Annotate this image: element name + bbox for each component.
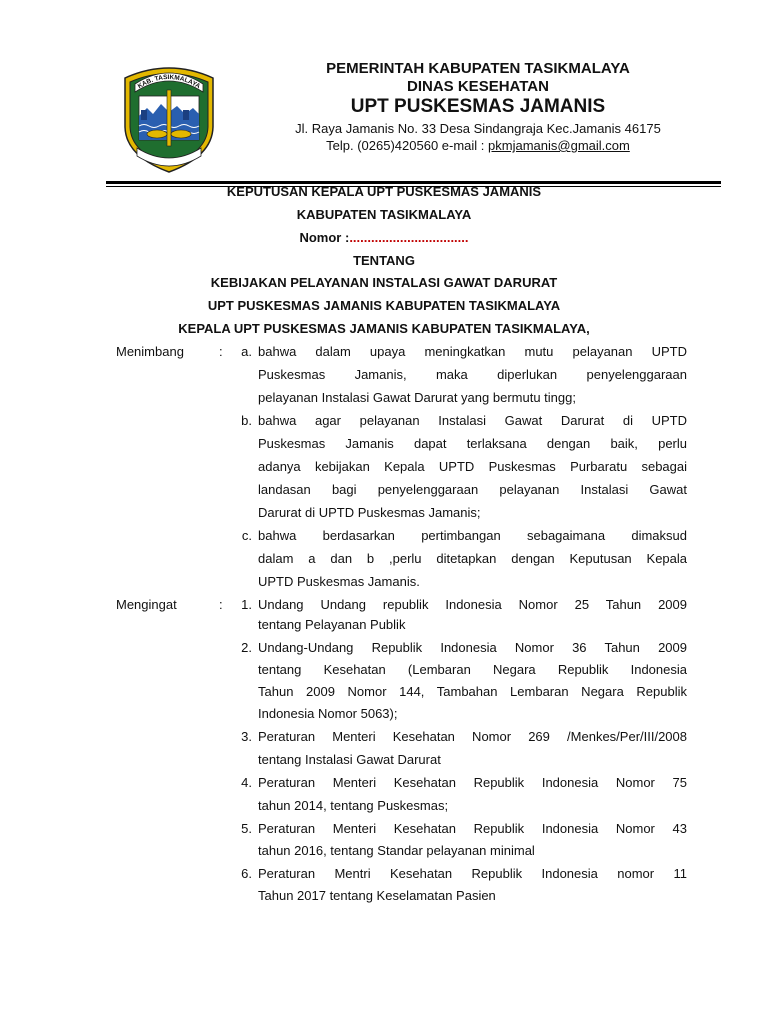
mengingat-5-line: tahun 2016, tentang Standar pelayanan minimal	[258, 843, 535, 858]
menimbang-a-line: Puskesmas Jamanis, maka diperlukan penyelenggaraan	[258, 367, 687, 382]
institution-name: UPT PUSKESMAS JAMANIS	[350, 96, 606, 117]
government-name: PEMERINTAH KABUPATEN TASIKMALAYA	[326, 60, 630, 77]
mengingat-marker-3: 3.	[241, 729, 252, 744]
menimbang-a-line: bahwa dalam upaya meningkatkan mutu pelayanan UPTD	[258, 344, 687, 359]
menimbang-colon: :	[219, 344, 223, 359]
phone: Telp. (0265)420560 e-mail :	[326, 138, 489, 153]
nomor-value: .................................	[349, 230, 469, 245]
department-name: DINAS KESEHATAN	[407, 78, 549, 95]
menimbang-marker-b: b.	[241, 413, 252, 428]
mengingat-6-line: Tahun 2017 tentang Keselamatan Pasien	[258, 888, 496, 903]
menimbang-b-line: bahwa agar pelayanan Instalasi Gawat Darurat di UPTD	[258, 413, 687, 428]
crest-top-text: KAB. TASIKMALAYA	[136, 73, 202, 91]
decree-title: KEPUTUSAN KEPALA UPT PUSKESMAS JAMANIS	[226, 184, 542, 199]
mengingat-2-line: Tahun 2009 Nomor 144, Tambahan Lembaran Negara Republik	[258, 684, 687, 699]
mengingat-1-line: Undang Undang republik Indonesia Nomor 25 Tahun 2009	[258, 597, 687, 612]
authority-line: KEPALA UPT PUSKESMAS JAMANIS KABUPATEN TASIKMALAYA,	[178, 321, 590, 336]
mengingat-4-line: Peraturan Menteri Kesehatan Republik Indonesia Nomor 75	[258, 775, 687, 790]
mengingat-2-line: Indonesia Nomor 5063);	[258, 706, 398, 721]
menimbang-b-line: Puskesmas Jamanis dapat terlaksana dengan baik, perlu	[258, 436, 687, 451]
menimbang-marker-a: a.	[241, 344, 252, 359]
mengingat-3-line: Peraturan Menteri Kesehatan Nomor 269 /Menkes/Per/III/2008	[258, 729, 687, 744]
mengingat-marker-5: 5.	[241, 821, 252, 836]
menimbang-c-line: UPTD Puskesmas Jamanis.	[258, 574, 420, 589]
menimbang-label: Menimbang	[116, 344, 184, 359]
menimbang-c-line: bahwa berdasarkan pertimbangan sebagaimana dimaksud	[258, 528, 687, 543]
mengingat-marker-4: 4.	[241, 775, 252, 790]
menimbang-c-line: dalam a dan b ,perlu ditetapkan dengan Keputusan Kepala	[258, 551, 687, 566]
mengingat-3-line: tentang Instalasi Gawat Darurat	[258, 752, 441, 767]
tentang-heading: TENTANG	[353, 253, 415, 268]
menimbang-marker-c: c.	[241, 528, 252, 543]
mengingat-colon: :	[219, 597, 223, 612]
email-link[interactable]: pkmjamanis@gmail.com	[488, 138, 630, 153]
mengingat-marker-1: 1.	[241, 597, 252, 612]
menimbang-b-line: landasan bagi penyelenggaraan pelayanan Instalasi Gawat	[258, 482, 687, 497]
mengingat-5-line: Peraturan Menteri Kesehatan Republik Indonesia Nomor 43	[258, 821, 687, 836]
mengingat-2-line: tentang Kesehatan (Lembaran Negara Republik Indonesia	[258, 662, 687, 677]
mengingat-marker-2: 2.	[241, 640, 252, 655]
mengingat-marker-6: 6.	[241, 866, 252, 881]
decree-region: KABUPATEN TASIKMALAYA	[296, 207, 472, 222]
mengingat-6-line: Peraturan Mentri Kesehatan Republik Indonesia nomor 11	[258, 866, 687, 881]
menimbang-a-line: pelayanan Instalasi Gawat Darurat yang bermutu tingg;	[258, 390, 576, 405]
nomor-label: Nomor :	[299, 230, 350, 245]
subject-line-2: UPT PUSKESMAS JAMANIS KABUPATEN TASIKMALAYA	[207, 298, 561, 313]
mengingat-1-line: tentang Pelayanan Publik	[258, 617, 406, 632]
mengingat-4-line: tahun 2014, tentang Puskesmas;	[258, 798, 449, 813]
regency-crest-icon	[119, 64, 219, 174]
mengingat-2-line: Undang-Undang Republik Indonesia Nomor 36 Tahun 2009	[258, 640, 687, 655]
address: Jl. Raya Jamanis No. 33 Desa Sindangraja Kec.Jamanis 46175	[295, 121, 661, 136]
subject-line-1: KEBIJAKAN PELAYANAN INSTALASI GAWAT DARURAT	[210, 275, 558, 290]
menimbang-b-line: Darurat di UPTD Puskesmas Jamanis;	[258, 505, 481, 520]
decree-number	[0, 230, 768, 246]
letterhead	[228, 60, 728, 154]
contact-line	[228, 137, 728, 154]
menimbang-b-line: adanya kebijakan Kepala UPTD Puskesmas Purbaratu sebagai	[258, 459, 687, 474]
mengingat-label: Mengingat	[116, 597, 177, 612]
